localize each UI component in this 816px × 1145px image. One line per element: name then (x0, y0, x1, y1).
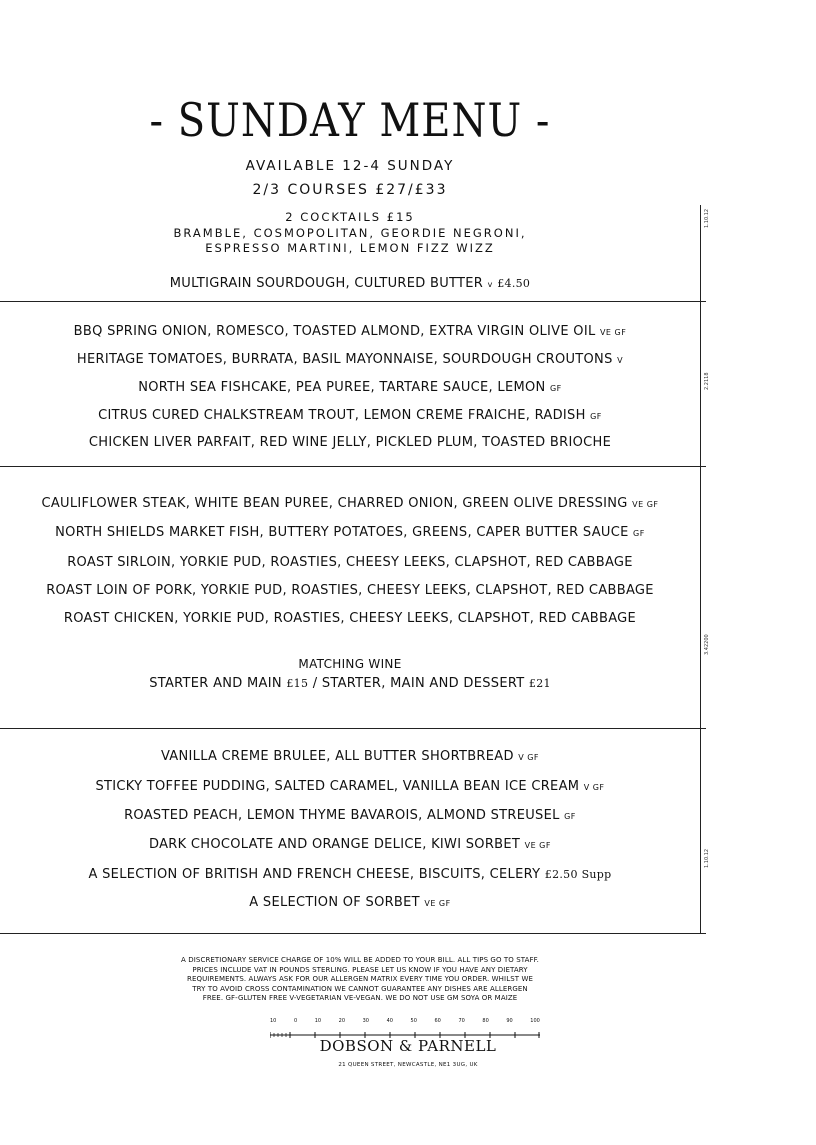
starter-item (0, 435, 700, 450)
dessert-price: £2.50 Supp (544, 868, 612, 881)
wine-price-2: £21 (528, 677, 551, 690)
scale-label: 60 (434, 1018, 441, 1024)
section-divider (0, 466, 706, 467)
dessert-item (0, 895, 700, 910)
starter-name: NORTH SEA FISHCAKE, PEA PUREE, TARTARE SAUCE, LEMON (138, 380, 546, 395)
dietary-tag: GF (590, 412, 602, 421)
main-name: NORTH SHIELDS MARKET FISH, BUTTERY POTATOES, GREENS, CAPER BUTTER SAUCE (55, 525, 629, 540)
main-name: CAULIFLOWER STEAK, WHITE BEAN PUREE, CHARRED ONION, GREEN OLIVE DRESSING (41, 496, 628, 511)
cocktails-line-1: BRAMBLE, COSMOPOLITAN, GEORDIE NEGRONI, (173, 226, 527, 240)
starter-name: BBQ SPRING ONION, ROMESCO, TOASTED ALMOND, EXTRA VIRGIN OLIVE OIL (73, 324, 596, 339)
section-divider (0, 933, 706, 934)
dietary-tag: VE GF (524, 841, 551, 850)
wine-option-1: STARTER AND MAIN (149, 676, 282, 691)
main-item (0, 555, 700, 570)
side-rule (700, 205, 701, 301)
scale-label: 20 (338, 1018, 346, 1024)
side-label: 2.2118 (704, 372, 710, 390)
brand-logo: DOBSON & PARNELL (319, 1037, 497, 1055)
main-item (0, 611, 700, 626)
main-item (0, 583, 700, 598)
dessert-name: A SELECTION OF SORBET (249, 895, 420, 910)
wine-separator: / (312, 676, 318, 691)
dietary-tag: GF (549, 384, 562, 393)
cocktails-line-2: ESPRESSO MARTINI, LEMON FIZZ WIZZ (205, 241, 495, 255)
dessert-name: DARK CHOCOLATE AND ORANGE DELICE, KIWI SORBET (149, 837, 521, 852)
disclaimer-line: REQUIREMENTS. ALWAYS ASK FOR OUR ALLERGEN MATRIX EVERY TIME YOU ORDER. WHILST WE (186, 975, 534, 983)
dietary-tag: VE GF (632, 500, 659, 509)
dessert-item (0, 867, 700, 882)
dietary-tag: VE GF (599, 328, 627, 337)
disclaimer-line: A DISCRETIONARY SERVICE CHARGE OF 10% WILL BE ADDED TO YOUR BILL. ALL TIPS GO TO STAFF. (181, 956, 539, 964)
availability-text: AVAILABLE 12-4 SUNDAY (245, 158, 455, 174)
scale-label: 70 (458, 1018, 465, 1024)
menu-title: - SUNDAY MENU - (149, 94, 551, 148)
scale-label: 0 (293, 1018, 298, 1024)
scale-label: 100 (530, 1018, 540, 1024)
dessert-name: ROASTED PEACH, LEMON THYME BAVAROIS, ALMOND STREUSEL (124, 808, 560, 823)
dessert-item (0, 808, 700, 823)
side-label: 1.10.12 (704, 208, 710, 228)
scale-labels (270, 1018, 540, 1024)
bread-item (0, 276, 700, 291)
disclaimer (150, 956, 570, 1004)
cocktails-title: 2 COCKTAILS £15 (285, 210, 415, 224)
dessert-name: A SELECTION OF BRITISH AND FRENCH CHEESE, BISCUITS, CELERY (88, 867, 541, 882)
dietary-tag: V GF (583, 783, 605, 792)
starter-item (0, 408, 700, 423)
section-divider (0, 301, 706, 302)
main-name: ROAST LOIN OF PORK, YORKIE PUD, ROASTIES, CHEESY LEEKS, CLAPSHOT, RED CABBAGE (46, 583, 654, 598)
disclaimer-line: FREE. GF-GLUTEN FREE V-VEGETARIAN VE-VEGAN. WE DO NOT USE GM SOYA OR MAIZE (202, 994, 518, 1002)
side-rule (700, 466, 701, 728)
scale-label: 50 (410, 1018, 417, 1024)
disclaimer-line: TRY TO AVOID CROSS CONTAMINATION WE CANNOT GUARANTEE ANY DISHES ARE ALLERGEN (192, 984, 528, 993)
scale-label: 40 (386, 1018, 393, 1024)
side-rule (700, 301, 701, 466)
side-label: 3.42200 (704, 634, 710, 655)
starter-item (0, 380, 700, 395)
dessert-item (0, 837, 700, 852)
main-name: ROAST CHICKEN, YORKIE PUD, ROASTIES, CHEESY LEEKS, CLAPSHOT, RED CABBAGE (63, 611, 637, 626)
wine-title: MATCHING WINE (298, 657, 402, 671)
side-rule (700, 728, 701, 933)
side-label: 1.10.12 (704, 848, 710, 868)
dietary-tag: V (617, 356, 624, 365)
wine-option-2: STARTER, MAIN AND DESSERT (321, 676, 525, 691)
section-divider (0, 728, 706, 729)
main-item (0, 496, 700, 511)
main-item (0, 525, 700, 540)
address: 21 QUEEN STREET, NEWCASTLE, NE1 3UG, UK (338, 1062, 478, 1068)
starter-name: HERITAGE TOMATOES, BURRATA, BASIL MAYONNAISE, SOURDOUGH CROUTONS (76, 352, 613, 367)
scale-label: 30 (362, 1018, 369, 1024)
bread-tag: v (487, 280, 493, 289)
wine-price-1: £15 (286, 677, 309, 690)
dietary-tag: VE GF (424, 899, 451, 908)
dietary-tag: GF (633, 529, 645, 538)
courses-price: 2/3 COURSES £27/£33 (252, 182, 448, 198)
bread-price: £4.50 (497, 277, 531, 290)
disclaimer-line: PRICES INCLUDE VAT IN POUNDS STERLING. PLEASE LET US KNOW IF YOU HAVE ANY DIETARY (192, 965, 528, 974)
dessert-item (0, 749, 700, 764)
bread-name: MULTIGRAIN SOURDOUGH, CULTURED BUTTER (169, 276, 484, 291)
scale-label: 80 (482, 1018, 489, 1024)
starter-item (0, 324, 700, 339)
scale-label: 10 (314, 1018, 322, 1024)
starter-name: CITRUS CURED CHALKSTREAM TROUT, LEMON CREME FRAICHE, RADISH (98, 408, 586, 423)
scale-label: 90 (506, 1018, 513, 1024)
starter-item (0, 352, 700, 367)
starter-name: CHICKEN LIVER PARFAIT, RED WINE JELLY, PICKLED PLUM, TOASTED BRIOCHE (88, 435, 612, 450)
wine-options (0, 676, 700, 691)
dessert-name: VANILLA CREME BRULEE, ALL BUTTER SHORTBREAD (160, 749, 514, 764)
dietary-tag: GF (564, 812, 576, 821)
dessert-name: STICKY TOFFEE PUDDING, SALTED CARAMEL, VANILLA BEAN ICE CREAM (95, 779, 580, 794)
dessert-item (0, 779, 700, 794)
main-name: ROAST SIRLOIN, YORKIE PUD, ROASTIES, CHEESY LEEKS, CLAPSHOT, RED CABBAGE (67, 555, 633, 570)
dietary-tag: V GF (518, 753, 540, 762)
scale-label: 10 (270, 1018, 277, 1024)
